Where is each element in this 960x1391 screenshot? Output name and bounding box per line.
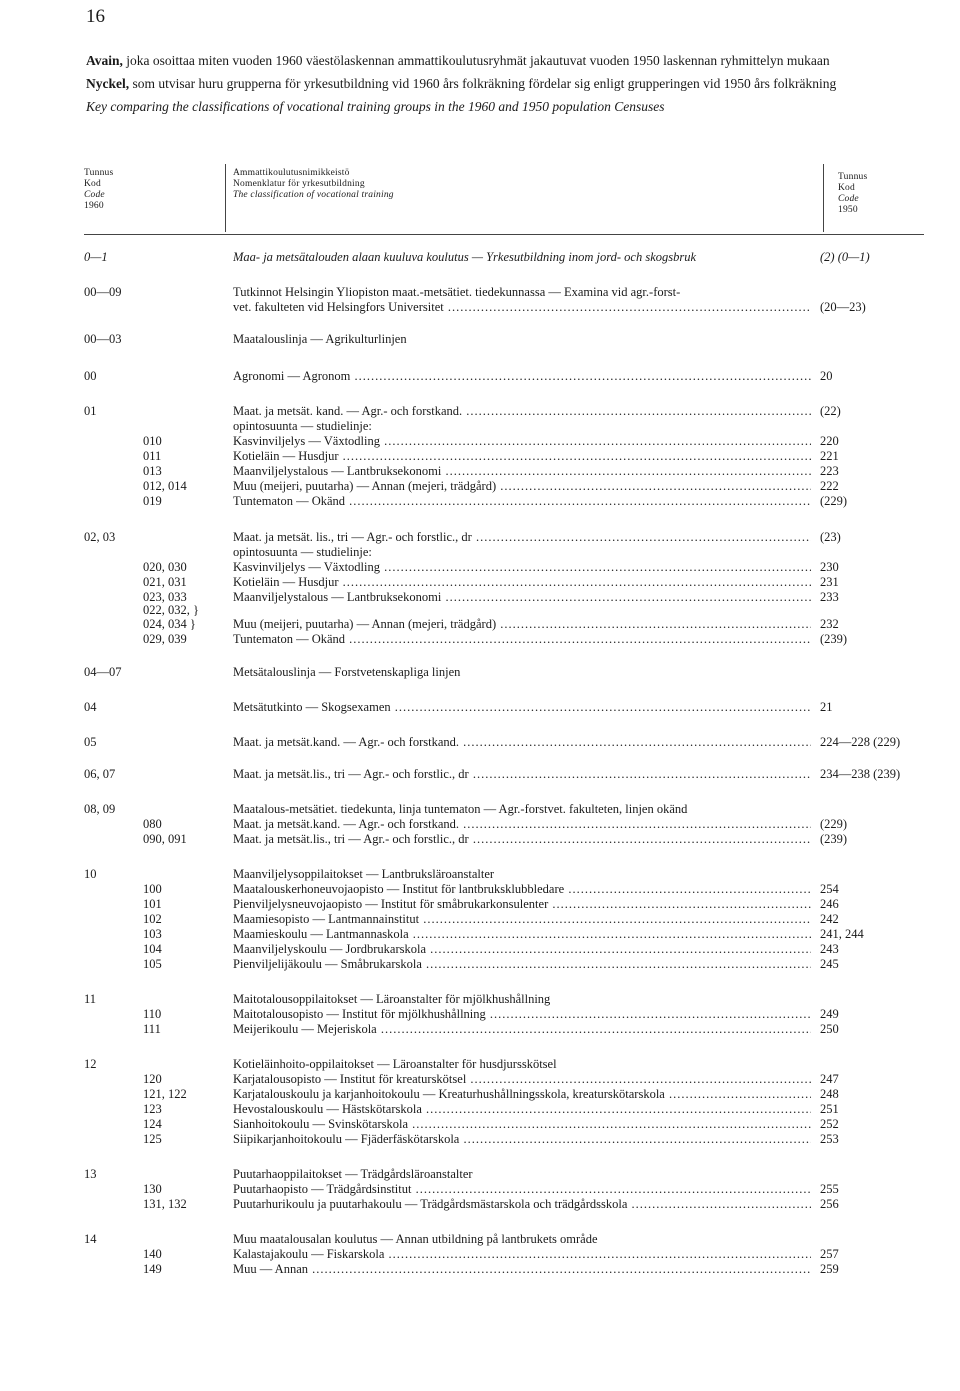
table-row — [0, 369, 960, 384]
table-row — [0, 700, 960, 715]
sub-code-1960: 125 — [143, 1132, 162, 1146]
code-1950: (229) — [820, 494, 848, 508]
code-1950: (239) — [820, 632, 848, 646]
table-row — [0, 449, 960, 464]
code-1950: 223 — [820, 464, 839, 478]
sub-code-1960: 090, 091 — [143, 832, 187, 846]
sub-code-1960: 140 — [143, 1247, 162, 1261]
classification-name: Sianhoitokoulu — Svinskötarskola ..... — [233, 1117, 811, 1132]
classification-name: Tutkinnot Helsingin Yliopiston maat.-metsätiet. tiedekunnassa — Examina vid agr.-forst- — [233, 285, 681, 299]
table-row — [0, 300, 960, 315]
code-1960: 10 — [84, 867, 97, 881]
code-1950: (23) — [820, 530, 841, 544]
table-row — [0, 530, 960, 545]
code-1960: 12 — [84, 1057, 97, 1071]
column-divider-right — [823, 164, 824, 232]
classification-name: Maitotalousopisto — Institut för mjölkhushållning ..... — [233, 1007, 811, 1022]
code-1950: 256 — [820, 1197, 839, 1211]
table-row — [0, 912, 960, 927]
title-block — [86, 52, 946, 121]
table-row — [0, 957, 960, 972]
table-row — [0, 1247, 960, 1262]
code-1950: 247 — [820, 1072, 839, 1086]
classification-name: Meijerikoulu — Mejeriskola ..... — [233, 1022, 811, 1037]
table-row — [0, 1262, 960, 1277]
table-row — [0, 942, 960, 957]
header-classification: Ammattikoulutusnimikkeistö Nomenklatur för yrkesutbildning The classification of vocational training — [233, 168, 394, 200]
classification-name: Kotieläin — Husdjur ..... — [233, 575, 811, 590]
classification-name: Tuntematon — Okänd ..... — [233, 494, 811, 509]
table-row — [0, 817, 960, 832]
code-1950: 234—238 (239) — [820, 767, 901, 781]
table-row — [0, 332, 960, 347]
code-1950: 242 — [820, 912, 839, 926]
classification-name: Siipikarjanhoitokoulu — Fjäderfäskötarskola ..... — [233, 1132, 811, 1147]
classification-name: Maanviljelystalous — Lantbruksekonomi ..... — [233, 464, 811, 479]
sub-code-1960: 104 — [143, 942, 162, 956]
sub-code-1960: 020, 030 — [143, 560, 187, 574]
classification-name: Maatalouskerhoneuvojaopisto — Institut för lantbruksklubbledare ..... — [233, 882, 811, 897]
classification-name: Muu maatalousalan koulutus — Annan utbildning på lantbrukets område — [233, 1232, 598, 1246]
title-finnish: Avain, joka osoittaa miten vuoden 1960 väestölaskennan ammattikoulutusryhmät jakautuvat vuoden 1950 laskennan ryhmittelyn mukaan — [86, 53, 830, 68]
code-1950: 246 — [820, 897, 839, 911]
code-1950: 252 — [820, 1117, 839, 1131]
code-1960: 11 — [84, 992, 97, 1006]
classification-name: Maamiesopisto — Lantmannainstitut ..... — [233, 912, 811, 927]
code-1960: 14 — [84, 1232, 97, 1246]
code-1960: 00—03 — [84, 332, 122, 346]
classification-name: Maat. ja metsät. lis., tri — Agr.- och forstlic., dr ..... — [233, 530, 811, 545]
classification-name: Puutarhaopisto — Trädgårdsinstitut ..... — [233, 1182, 811, 1197]
classification-name: vet. fakulteten vid Helsingfors Universitet ..... — [233, 300, 811, 315]
classification-name: Kasvinviljelys — Växtodling ..... — [233, 434, 811, 449]
table-row — [0, 927, 960, 942]
table-row — [0, 802, 960, 817]
header-code-1950: Tunnus Kod Code 1950 — [838, 172, 868, 215]
classification-name: Metsätutkinto — Skogsexamen ..... — [233, 700, 811, 715]
table-row — [0, 632, 960, 647]
sub-code-1960: 021, 031 — [143, 575, 187, 589]
code-1950: 255 — [820, 1182, 839, 1196]
code-1950: 254 — [820, 882, 839, 896]
table-row — [0, 832, 960, 847]
code-1950: 231 — [820, 575, 839, 589]
sub-code-1960: 080 — [143, 817, 162, 831]
classification-name: Kotieläin — Husdjur ..... — [233, 449, 811, 464]
table-row — [0, 434, 960, 449]
table-row — [0, 1232, 960, 1247]
code-1950: 232 — [820, 617, 839, 631]
table-row — [0, 285, 960, 300]
table-row — [0, 419, 960, 434]
code-1960: 06, 07 — [84, 767, 116, 781]
classification-name: Kotieläinhoito-oppilaitokset — Läroanstalter för husdjursskötsel — [233, 1057, 557, 1071]
table-row — [0, 1182, 960, 1197]
code-1950: 253 — [820, 1132, 839, 1146]
classification-name: Maat. ja metsät.kand. — Agr.- och forstkand. ..... — [233, 817, 811, 832]
table-row — [0, 1087, 960, 1102]
header-code-1960: Tunnus Kod Code 1960 — [84, 168, 114, 211]
sub-code-1960: 131, 132 — [143, 1197, 187, 1211]
code-1950: 230 — [820, 560, 839, 574]
code-1950: 257 — [820, 1247, 839, 1261]
code-1950: 259 — [820, 1262, 839, 1276]
table-row — [0, 882, 960, 897]
table-row — [0, 545, 960, 560]
classification-name: Muu — Annan ..... — [233, 1262, 811, 1277]
code-1960: 05 — [84, 735, 97, 749]
classification-name: Pienviljelysneuvojaopisto — Institut för småbrukarkonsulenter ..... — [233, 897, 811, 912]
code-1960: 00—09 — [84, 285, 122, 299]
title-swedish: Nyckel, som utvisar huru grupperna för yrkesutbildning vid 1960 års folkräkning fördelar sig enligt grupperingen vid 1950 års folkräkning — [86, 76, 837, 91]
classification-name: Maanviljelyskoulu — Jordbrukarskola ..... — [233, 942, 811, 957]
code-1950: 250 — [820, 1022, 839, 1036]
table-row — [0, 1057, 960, 1072]
code-1960: 01 — [84, 404, 97, 418]
code-1960: 13 — [84, 1167, 97, 1181]
table-row — [0, 404, 960, 419]
table-row — [0, 1132, 960, 1147]
classification-name: Muu (meijeri, puutarha) — Annan (mejeri, trädgård) ..... — [233, 617, 811, 632]
code-1950: (22) — [820, 404, 841, 418]
sub-code-1960: 011 — [143, 449, 162, 463]
table-row — [0, 867, 960, 882]
sub-code-1960: 120 — [143, 1072, 162, 1086]
table-row — [0, 494, 960, 509]
sub-code-1960: 121, 122 — [143, 1087, 187, 1101]
classification-name: opintosuunta — studielinje: — [233, 419, 372, 433]
header-rule — [84, 234, 924, 235]
code-1960: 00 — [84, 369, 97, 383]
classification-name: Agronomi — Agronom ..... — [233, 369, 811, 384]
code-1960: 04—07 — [84, 665, 122, 679]
classification-name: Tuntematon — Okänd ..... — [233, 632, 811, 647]
table-row — [0, 250, 960, 265]
classification-name: Maat. ja metsät. kand. — Agr.- och forstkand. ..... — [233, 404, 811, 419]
classification-name: Kalastajakoulu — Fiskarskola ..... — [233, 1247, 811, 1262]
classification-name: Puutarhaoppilaitokset — Trädgårdsläroanstalter — [233, 1167, 473, 1181]
classification-name: Puutarhurikoulu ja puutarhakoulu — Trädgårdsmästarskola och trädgårdsskola ..... — [233, 1197, 811, 1212]
classification-name: Maatalous-metsätiet. tiedekunta, linja tuntematon — Agr.-forstvet. fakulteten, linjen okänd — [233, 802, 688, 816]
code-1950: 21 — [820, 700, 833, 714]
table-row — [0, 464, 960, 479]
classification-name: Maanviljelysoppilaitokset — Lantbruksläroanstalter — [233, 867, 495, 881]
table-row — [0, 479, 960, 494]
title-english: Key comparing the classifications of vocational training groups in the 1960 and 1950 population Censuses — [86, 99, 665, 114]
page-number: 16 — [86, 6, 105, 27]
code-1950: 221 — [820, 449, 839, 463]
sub-code-1960: 019 — [143, 494, 162, 508]
table-row — [0, 1167, 960, 1182]
classification-name: Maat. ja metsät.lis., tri — Agr.- och forstlic., dr ..... — [233, 767, 811, 782]
sub-code-1960: 123 — [143, 1102, 162, 1116]
table-row — [0, 560, 960, 575]
code-1960: 02, 03 — [84, 530, 116, 544]
classification-name: Muu (meijeri, puutarha) — Annan (mejeri, trädgård) ..... — [233, 479, 811, 494]
sub-code-1960: 124 — [143, 1117, 162, 1131]
code-1950: 251 — [820, 1102, 839, 1116]
code-1950: 20 — [820, 369, 833, 383]
table-row — [0, 1007, 960, 1022]
sub-code-1960: 029, 039 — [143, 632, 187, 646]
classification-name: Karjatalousopisto — Institut för kreaturskötsel ..... — [233, 1072, 811, 1087]
sub-code-1960: 100 — [143, 882, 162, 896]
table-row — [0, 603, 960, 618]
code-1950: 243 — [820, 942, 839, 956]
code-1950: 245 — [820, 957, 839, 971]
sub-code-1960: 149 — [143, 1262, 162, 1276]
code-1950: 248 — [820, 1087, 839, 1101]
code-1950: 224—228 (229) — [820, 735, 901, 749]
classification-name: Metsätalouslinja — Forstvetenskapliga linjen — [233, 665, 461, 679]
sub-code-1960: 010 — [143, 434, 162, 448]
table-row — [0, 617, 960, 632]
code-1950: (229) — [820, 817, 848, 831]
classification-name: Maanviljelystalous — Lantbruksekonomi ..... — [233, 590, 811, 605]
classification-name: Pienviljelijäkoulu — Småbrukarskola ..... — [233, 957, 811, 972]
code-1950: (20—23) — [820, 300, 866, 314]
table-row — [0, 767, 960, 782]
sub-code-1960: 012, 014 — [143, 479, 187, 493]
sub-code-1960: 023, 033 — [143, 590, 187, 604]
sub-code-1960: 101 — [143, 897, 162, 911]
table-row — [0, 1197, 960, 1212]
code-1950: 222 — [820, 479, 839, 493]
column-divider-left — [225, 164, 226, 232]
code-1950: 233 — [820, 590, 839, 604]
classification-name: Maa- ja metsätalouden alaan kuuluva koulutus — Yrkesutbildning inom jord- och skogsbruk — [233, 250, 697, 264]
classification-name: Maatalouslinja — Agrikulturlinjen — [233, 332, 407, 346]
table-row — [0, 665, 960, 680]
sub-code-1960: 130 — [143, 1182, 162, 1196]
sub-code-1960: 024, 034 } — [143, 617, 196, 631]
code-1950: 220 — [820, 434, 839, 448]
code-1950: 241, 244 — [820, 927, 864, 941]
sub-code-1960: 102 — [143, 912, 162, 926]
table-row — [0, 1117, 960, 1132]
table-row — [0, 897, 960, 912]
table-row — [0, 992, 960, 1007]
classification-name: opintosuunta — studielinje: — [233, 545, 372, 559]
sub-code-1960: 105 — [143, 957, 162, 971]
classification-name: Maat. ja metsät.kand. — Agr.- och forstkand. ..... — [233, 735, 811, 750]
code-1960: 0—1 — [84, 250, 108, 264]
classification-name: Kasvinviljelys — Växtodling ..... — [233, 560, 811, 575]
table-row — [0, 1072, 960, 1087]
code-1960: 08, 09 — [84, 802, 116, 816]
classification-name: Maamieskoulu — Lantmannaskola ..... — [233, 927, 811, 942]
code-1960: 04 — [84, 700, 97, 714]
table-row — [0, 575, 960, 590]
sub-code-1960: 022, 032, } — [143, 603, 199, 617]
classification-name: Maitotalousoppilaitokset — Läroanstalter för mjölkhushållning — [233, 992, 551, 1006]
code-1950: 249 — [820, 1007, 839, 1021]
sub-code-1960: 103 — [143, 927, 162, 941]
table-row — [0, 1102, 960, 1117]
classification-name: Hevostalouskoulu — Hästskötarskola ..... — [233, 1102, 811, 1117]
classification-name: Karjatalouskoulu ja karjanhoitokoulu — Kreaturhushållningsskola, kreaturskötarskola ..... — [233, 1087, 811, 1102]
code-1950: (2) (0—1) — [820, 250, 870, 264]
table-row — [0, 735, 960, 750]
code-1950: (239) — [820, 832, 848, 846]
sub-code-1960: 013 — [143, 464, 162, 478]
table-row — [0, 1022, 960, 1037]
sub-code-1960: 111 — [143, 1022, 161, 1036]
classification-name: Maat. ja metsät.lis., tri — Agr.- och forstlic., dr ..... — [233, 832, 811, 847]
sub-code-1960: 110 — [143, 1007, 162, 1021]
